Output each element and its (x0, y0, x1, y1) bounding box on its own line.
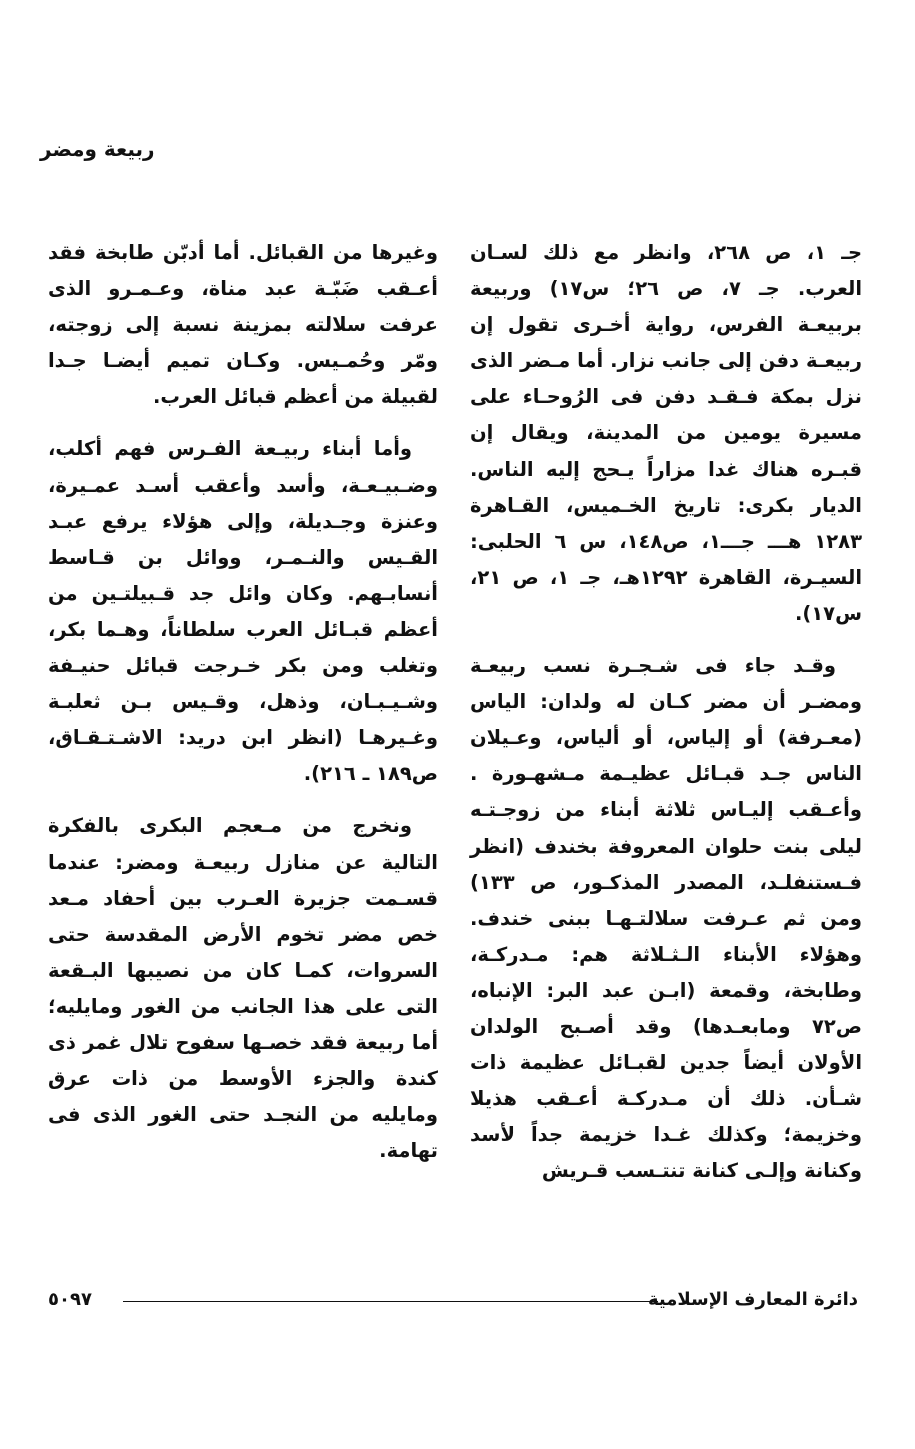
page-footer (48, 1282, 858, 1318)
paragraph: وأما أبناء ربيـعة الفـرس فهم أكلب، وضـبيـعـة، وأسد وأعقب أسـد عمـيرة، وعنزة وجـديلة، وإلى هؤلاء يرفع عبـد القـيس والنـمـر، ووائل بن قـاسط أنسابـهم. وكان وائل جد قـبيلتـين من أعظم قبـائل العرب سلطاناً، وهـما بكر، وتغلب ومن بكر خـرجت قبائل حنيـفة وشـيـبـان، وذهل، وقـيس بـن ثعلبـة وغـيرهـا (انظر ابن دريد: الاشـتـقـاق، ص١٨٩ ـ ٢١٦). (48, 437, 438, 786)
paragraph: جـ ١، ص ٢٦٨، وانظر مع ذلك لسـان العرب. جـ ٧، ص ٢٦؛ س١٧) وربيعة بربيعـة الفرس، رواية أخـرى تقول إن ربيعـة دفن إلى جانب نزار. أما مـضر الذى نزل بمكة فـقـد دفن فى الرُوحـاء على مسيرة يومين من المدينة، ويقال إن قبـره هناك غدا مزاراً يـحج إليه الناس. الديار بكرى: تاريخ الخـميس، القـاهرة ١٢٨٣ هـــ جـــ١، ص١٤٨، س ٦ الحلبى: السيـرة، القاهرة ١٢٩٢هـ، جـ ١، ص ٢١، س١٧). (470, 241, 863, 625)
paragraph: ونخرج من مـعجم البكرى بالفكرة التالية عن منازل ربيعـة ومضر: عندما قسـمت جزيرة العـرب بين أحفاد مـعد خص مضر تخوم الأرض المقدسة حتى السروات، كمـا كان من نصيبها البـقعة التى على هذا الجانب من الغور ومايليه؛ أما ربيعة فقد خصـها سفوح تلال غمر ذى كندة والجزء الأوسط من ذات عرق ومايليه من النجـد حتى الغور الذى فى تهامة. (48, 814, 438, 1163)
running-head: ربيعة ومضر (40, 137, 155, 161)
paragraph: وقـد جاء فى شـجـرة نسب ربيعـة ومضـر أن مضر كـان له ولدان: الياس (معـرفة) أو إلياس، أو ألياس، وعـيلان الناس جـد قبـائل عظيـمة مـشهـورة . وأعـقب إليـاس ثلاثة أبناء من زوجـتـه ليلى بنت حلوان المعروفة بخندف (انظر فـستنفلـد، المصدر المذكـور، ص ١٣٣) ومن ثم عـرفت سلالتـهـا ببنى خندف. وهؤلاء الأبناء الـثـلاثة هم: مـدركـة، وطابخة، وقمعة (ابـن عبد البر: الإنباه، ص٧٢ ومابعـدها) وقد أصـبح الولدان الأولان أيضاً جدين لقبـائل عظيمة ذات شـأن. ذلك أن مـدركـة أعـقب هذيلا وخزيمة؛ وكذلك غـدا خزيمة جداً لأسد وكنانة وإلـى كنانة تنتـسب قـريش (470, 654, 862, 1183)
right-column (470, 235, 862, 1205)
paragraph: وغيرها من القبائل. أما أدبّن طابخة فقد أعـقب ضَبّـة عبد مناة، وعـمـرو الذى عرفت سلالته بمزينة نسبة إلى زوجته، ومّر وحُمـيس. وكـان تميم أيضـا جـدا لقبيلة من أعظم قبائل العرب. (48, 241, 438, 409)
publication-title: دائرة المعارف الإسلامية (647, 1289, 858, 1310)
page-number: ٥٠٩٧ (48, 1289, 92, 1310)
left-column (48, 235, 438, 1185)
footer-rule (123, 1301, 658, 1302)
